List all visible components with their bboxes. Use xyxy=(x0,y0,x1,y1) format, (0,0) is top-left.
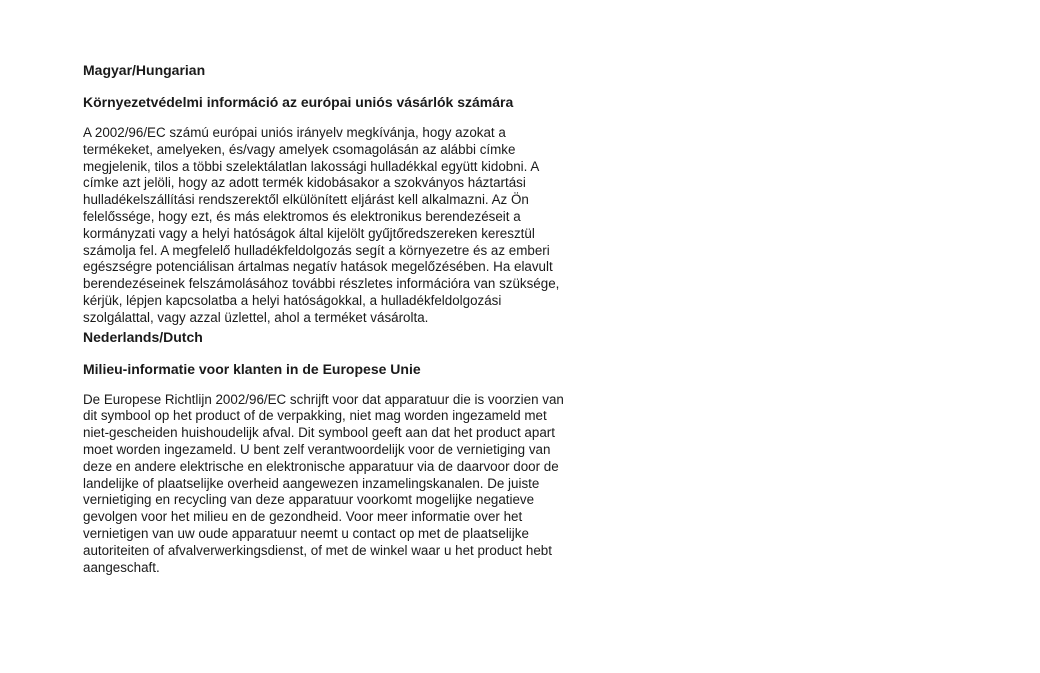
paragraph-line: gevolgen voor het milieu en de gezondheid. Voor meer informatie over het xyxy=(83,509,523,525)
paragraph-line: termékeket, amelyeken, és/vagy amelyek csomagolásán az alábbi címke xyxy=(83,141,516,157)
section-dutch xyxy=(83,327,628,577)
paragraph-line: szolgálattal, vagy azzal üzlettel, ahol a terméket vásárolta. xyxy=(83,309,429,325)
paragraph-line: kérjük, lépjen kapcsolatba a helyi hatóságokkal, a hulladékfeldolgozási xyxy=(83,292,502,308)
paragraph-line: címke azt jelöli, hogy az adott termék kidobásakor a szokványos háztartási xyxy=(83,175,526,191)
paragraph-line: dit symbool op het product of de verpakking, niet mag worden ingezameld met xyxy=(83,408,547,424)
section-subheading: Környezetvédelmi információ az európai uniós vásárlók számára xyxy=(83,94,514,110)
paragraph-line: aangeschaft. xyxy=(83,559,160,575)
paragraph-line: hulladékelszállítási rendszerektől elkülönített eljárást kell alkalmazni. Az Ön xyxy=(83,192,529,208)
section-hungarian xyxy=(83,60,628,327)
section-title: Magyar/Hungarian xyxy=(83,62,206,78)
paragraph-line: De Europese Richtlijn 2002/96/EC schrijft voor dat apparatuur die is voorzien van xyxy=(83,391,564,407)
document-page xyxy=(83,60,628,576)
paragraph-line: niet-gescheiden huishoudelijk afval. Dit symbool geeft aan dat het product apart xyxy=(83,425,555,441)
paragraph-line: kormányzati vagy a helyi hatóságok által kijelölt gyűjtőredszereken keresztül xyxy=(83,225,535,241)
section-paragraph xyxy=(83,392,628,577)
section-title: Nederlands/Dutch xyxy=(83,328,203,345)
paragraph-line: számolja fel. A megfelelő hulladékfeldolgozás segít a környezetre és az emberi xyxy=(83,242,550,258)
section-paragraph xyxy=(83,125,628,327)
section-subheading: Milieu-informatie voor klanten in de Europese Unie xyxy=(83,360,421,377)
paragraph-line: landelijke of plaatselijke overheid aangewezen inzamelingskanalen. De juiste xyxy=(83,475,540,491)
paragraph-line: autoriteiten of afvalverwerkingsdienst, of met de winkel waar u het product hebt xyxy=(83,542,552,558)
paragraph-line: megjelenik, tilos a többi szelektálatlan lakossági hulladékkal együtt kidobni. A xyxy=(83,158,540,174)
paragraph-line: berendezéseinek felszámolásához további részletes információra van szüksége, xyxy=(83,276,560,292)
paragraph-line: deze en andere elektrische en elektronische apparatuur via de daarvoor door de xyxy=(83,458,559,474)
paragraph-line: vernietigen van uw oude apparatuur neemt u contact op met de plaatselijke xyxy=(83,525,529,541)
paragraph-line: moet worden ingezameld. U bent zelf verantwoordelijk voor de vernietiging van xyxy=(83,441,551,457)
paragraph-line: vernietiging en recycling van deze apparatuur voorkomt mogelijke negatieve xyxy=(83,492,535,508)
paragraph-line: egészségre potenciálisan ártalmas negatív hatások megelőzésében. Ha elavult xyxy=(83,259,553,275)
paragraph-line: felelőssége, hogy ezt, és más elektromos és elektronikus berendezéseit a xyxy=(83,208,521,224)
paragraph-line: A 2002/96/EC számú európai uniós irányelv megkívánja, hogy azokat a xyxy=(83,125,506,140)
